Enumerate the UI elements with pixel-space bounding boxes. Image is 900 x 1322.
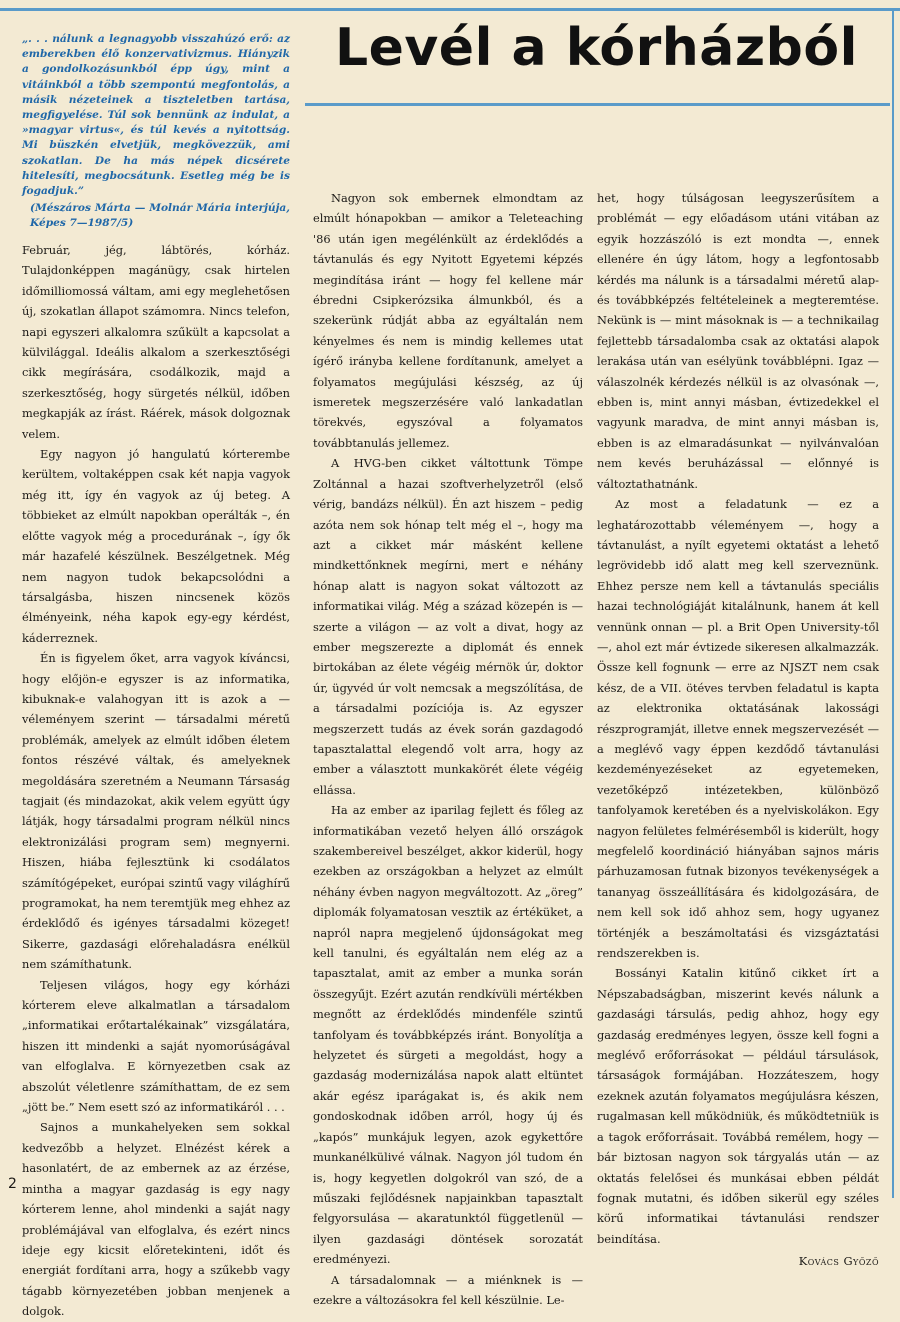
- paragraph: A HVG-ben cikket váltottunk Tömpe Zoltánnal a hazai szoftverhelyzetről (első vérig, bandázs nélkül). Én azt hiszem – pedig azóta nem sok hónap telt még el –, hogy ma azt a cikket már másként kellene mindkettőnknek megírni, mert e néhány hónap alatt is nagyon sokat változott az informatikai világ. Még a század közepén is — szerte a világon — az volt a divat, hogy az ember megszerezte a diplomát és ennek birtokában az élete végéig mérnök úr, doktor úr, ügyvéd úr volt nemcsak a megszólítása, de a társadalmi pozíciója is. Az egyszer megszerzett tudás az évek során gazdagodó tapasztalattal elegendő volt arra, hogy az ember a választott munkakörét élete végéig ellássa.: [313, 456, 583, 797]
- quote-text: „. . . nálunk a legnagyobb visszahúzó erő: az emberekben élő konzervativizmus. Hiányzik a gondolkozásunkból épp úgy, mint a vitáinkból a több szempontú megfontolás, a másik nézeteinek a tiszteletben tartása, megfigyelése. Túl sok bennünk az indulat, a »magyar virtus«, és túl kevés a nyitottság. Mi büszkén elvetjük, megkövezzük, ami szokatlan. De ha más népek dicsérete hitelesíti, megbocsátunk. Esetleg még be is fogadjuk.”: [22, 33, 290, 198]
- paragraph: Egy nagyon jó hangulatú kórterembe kerültem, voltaképpen csak két napja vagyok még itt, így én vagyok az új beteg. A többieket az elmúlt napokban operálták –, én előtte vagyok még a procedurának –, így ők már hazafelé készülnek. Beszélgetnek. Még nem nagyon tudok bekapcsolódni a társalgásba, hiszen nincsenek közös élményeink, néha kapok egy-egy kérdést, káderreznek.: [22, 447, 290, 645]
- paragraph: Február, jég, lábtörés, kórház. Tulajdonképpen magánügy, csak hirtelen időmilliomossá váltam, ami egy meglehetősen új, szokatlan állapot számomra. Nincs telefon, napi egyszeri alkalomra szűkült a kapcsolat a külvilággal. Ideális alkalom a szerkesztőségi cikk megírására, csodálkozik, majd a szerkesztőség, hogy sürgetés nélkül, időben megkapják az írást. Ráérek, mások dolgoznak velem.: [22, 243, 290, 441]
- epigraph-quote: [22, 32, 290, 232]
- paragraph: Az most a feladatunk — ez a leghatározottabb véleményem —, hogy a távtanulást, a nyílt egyetemi oktatást a lehető legrövidebb idő alatt meg kell szerveznünk. Ehhez persze nem kell a távtanulás speciális hazai technológiáját kitalálnunk, hanem át kell vennünk onnan — pl. a Brit Open University-től —, ahol ezt már évtizede sikeresen alkalmazzák. Össze kell fognunk — erre az NJSZT nem csak kész, de a VII. ötéves tervben feladatul is kapta az elektronika oktatásának lakossági részprogramját, illetve ennek megszervezését — a meglévő vagy éppen kezdődő távtanulási kezdeményezéseket az egyetemeken, vezetőképző intézetekben, különböző tanfolyamok keretében és a nyelviskolákon. Egy nagyon felületes felmérésemből is kiderült, hogy megfelelő koordináció hiányában sajnos máris párhuzamosan futnak bizonyos tevékenységek a tananyag összeállítására és kidolgozására, de nem kell sok idő ahhoz sem, hogy ugyanez történjék a beszámoltatási és vizsgáztatási rendszerekben is.: [597, 497, 879, 961]
- paragraph: het, hogy túlságosan leegyszerűsítem a problémát — egy előadásom utáni vitában az egyik hozzászóló is ezt mondta —, ennek ellenére én úgy látom, hogy a legfontosabb kérdés ma nálunk is a társadalmi méretű alap- és továbbképzés feltételeinek a megteremtése. Nekünk is — mint másoknak is — a technikailag fejlettebb társadalomba csak az oktatási alapok lerakása után van esélyünk továbblépni. Igaz — válaszolnék kérdezés nélkül is az olvasónak —, ebben is, mint annyi másban, évtizedekkel el vagyunk maradva, de mint annyi másban is, ebben is az elmaradásunkat — nyilvánvalóan nem kevés beruházással — előnnyé is változtathatnánk.: [597, 191, 879, 491]
- quote-source: (Mészáros Márta — Molnár Mária interjúja, Képes 7—1987/5): [30, 202, 290, 230]
- top-blue-rule: [0, 8, 900, 11]
- paragraph: Ha az ember az iparilag fejlett és főleg az informatikában vezető helyen álló országok szakembereivel beszélget, akkor kiderül, hogy ezekben az országokban a helyzet az elmúlt néhány évben nagyon megváltozott. Az „öreg” diplomák folyamatosan vesztik az értéküket, a napról napra megjelenő újdonságokat meg kell tanulni, és egyáltalán nem elég az a tapasztalat, amit az ember a munka során összegyűjt. Ezért azután rendkívüli mértékben megnőtt az érdeklődés mindenféle szintű tanfolyam és továbbképzés iránt. Bonyolítja a helyzetet és sürgeti a megoldást, hogy a gazdaság modernizálása napok alatt eltüntet akár egész iparágakat is, és akik nem gondoskodnak időben arról, hogy új és „kapós” munkájuk legyen, azok egykettőre munkanélkülivé válnak. Nagyon jól tudom én is, hogy kegyetlen dolgokról van szó, de a műszaki fejlődésnek napjainkban tapasztalt felgyorsulása — akaratunktól függetlenül — ilyen gazdasági döntések sorozatát eredményezi.: [313, 803, 583, 1267]
- page-number: 2: [8, 1176, 17, 1192]
- paragraph: Sajnos a munkahelyeken sem sokkal kedvezőbb a helyzet. Elnézést kérek a hasonlatért, de az embernek az az érzése, mintha a magyar gazdaság is egy nagy kórterem lenne, ahol mindenki a saját nagy problémájával van elfoglalva, és ezért nincs ideje egy kicsit előretekinteni, időt és energiát fordítani arra, hogy a szűkebb vagy tágabb környezetében jobban menjenek a dolgok.: [22, 1120, 290, 1319]
- title-underline: [305, 103, 890, 106]
- column-2: [313, 188, 583, 1310]
- column-3: [597, 188, 879, 1272]
- author-signature: Kovács Győző: [798, 1254, 879, 1269]
- column-1: [22, 240, 290, 1322]
- paragraph: A társadalomnak — a miénknek is — ezekre a változásokra fel kell készülnie. Le-: [313, 1272, 583, 1307]
- article-title: Levél a kórházból: [335, 18, 858, 78]
- paragraph: Teljesen világos, hogy egy kórházi kórterem eleve alkalmatlan a társadalom „informatikai erőtartalékainak” vizsgálatára, hiszen itt mindenki a saját nyomorúságával van elfoglalva. E környezetben csak az abszolút véletlenre számíthattam, de ez sem „jött be.” Nem esett szó az informatikáról . . .: [22, 977, 290, 1115]
- paragraph: Én is figyelem őket, arra vagyok kíváncsi, hogy előjön-e egyszer is az informatika, kibuknak-e valahogyan itt is azok a — véleményem szerint — társadalmi méretű problémák, amelyek az elmúlt időben életem fontos részévé váltak, és amelyeknek megoldására szeretném a Neumann Társaság tagjait (és mindazokat, akik velem együtt úgy látják, hogy társadalmi program nélkül nincs elektronizálási program sem) megnyerni. Hiszen, hiába fejlesztünk ki csodálatos számítógépeket, európai szintű vagy világhírű programokat, ha nem teremtjük meg ehhez az érdeklődő és igényes társadalmi közeget! Sikerre, gazdasági előrehaladásra enélkül nem számíthatunk.: [22, 651, 290, 972]
- right-blue-rule: [892, 8, 894, 1198]
- paragraph: Nagyon sok embernek elmondtam az elmúlt hónapokban — amikor a Teleteaching '86 után igen megélénkült az érdeklődés a távtanulás és egy Nyitott Egyetemi képzés megindítása iránt — hogy fel kellene már ébredni Csipkerózsika álmunkból, és a szekerünk rúdját abba az egyáltalán nem kényelmes és nem is mindig kellemes utat ígérő irányba kellene fordítanunk, amelyet a folyamatos megújulási készség, az új ismeretek megszerzésére való lankadatlan törekvés, egyszóval a folyamatos továbbtanulás jellemez.: [313, 191, 583, 450]
- paragraph: Bossányi Katalin kitűnő cikket írt a Népszabadságban, miszerint kevés nálunk a gazdasági társulás, pedig ahhoz, hogy egy gazdaság eredményes legyen, össze kell fogni a meglévő erőforrásokat — például társulások, társaságok formájában. Hozzáteszem, hogy ezeknek azután folyamatos megújulásra készen, rugalmasan kell működniük, és működtetniük is a tagok erőforrásait. Továbbá remélem, hogy — bár biztosan nagyon sok tárgyalás után — az oktatás felelősei és munkásai ebben példát fognak mutatni, és időben sikerül egy széles körű informatikai távtanulási rendszer beindítása.: [597, 966, 879, 1246]
